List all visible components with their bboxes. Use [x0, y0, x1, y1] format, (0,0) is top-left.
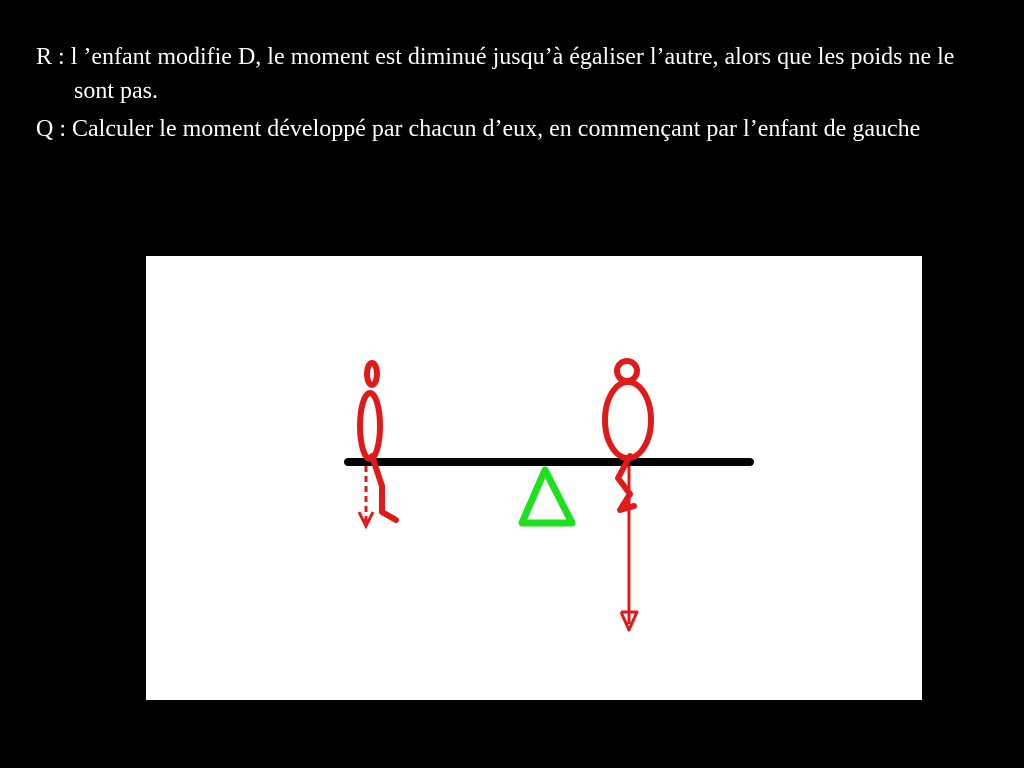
paragraph-q-label: Q :: [36, 116, 66, 142]
paragraph-r: [36, 40, 986, 108]
paragraph-r-text: l ’enfant modifie D, le moment est diminué jusqu’à égaliser l’autre, alors que les poids ne le sont pas.: [70, 44, 955, 104]
paragraph-q: [36, 112, 986, 146]
left-child-head: [367, 363, 377, 385]
triangle-pivot-icon: [522, 470, 572, 523]
seesaw-figure-panel: [146, 256, 922, 700]
right-child-body: [605, 382, 651, 458]
paragraph-r-label: R :: [36, 44, 65, 70]
solid-arrow-down-icon: [621, 466, 637, 630]
dashed-arrow-down-icon: [359, 466, 373, 526]
right-child-head: [617, 361, 637, 381]
paragraph-q-text: Calculer le moment développé par chacun d’eux, en commençant par l’enfant de gauche: [72, 116, 921, 142]
left-child-body: [360, 393, 380, 459]
slide-text-block: [36, 40, 986, 150]
seesaw-diagram: [146, 256, 922, 700]
